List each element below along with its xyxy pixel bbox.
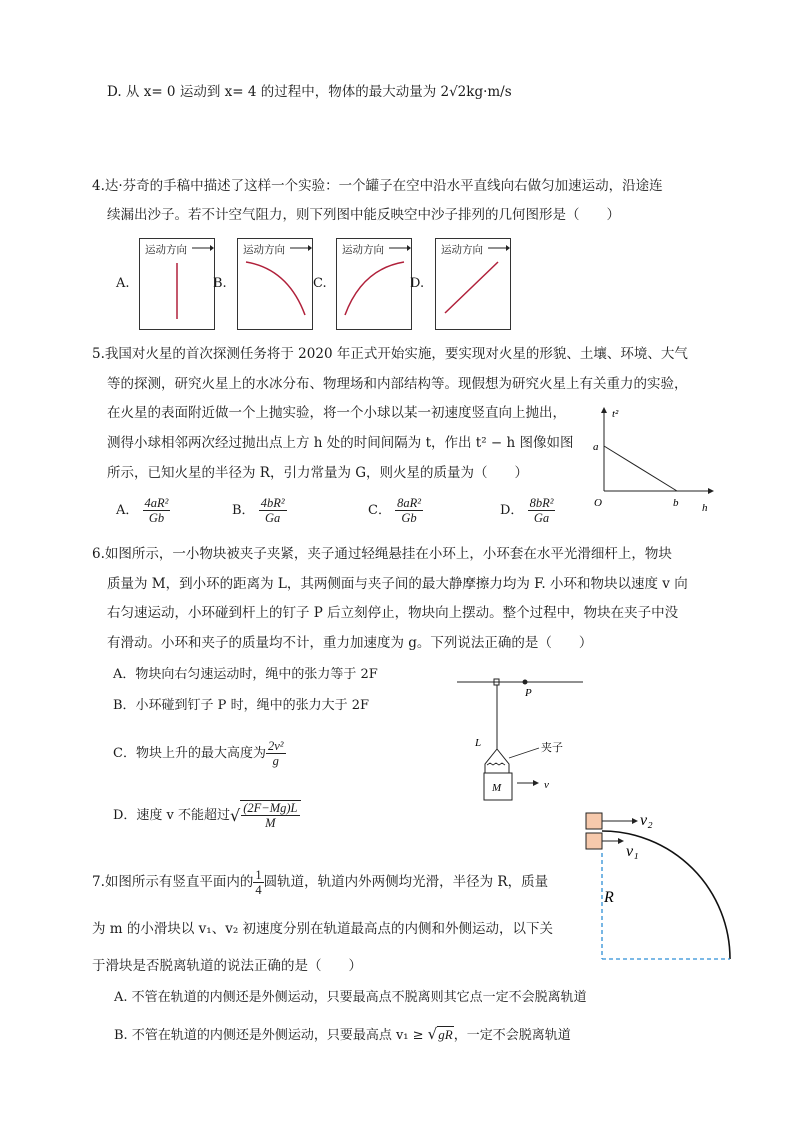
q4-figure-b — [237, 238, 313, 330]
q5-origin-label: O — [594, 497, 602, 509]
q5-graph — [588, 405, 718, 517]
q6-option-b: B．小环碰到钉子 P 时，绳中的张力大于 2F — [113, 698, 369, 713]
q5-line2: 等的探测，研究火星上的水冰分布、物理场和内部结构等。现假想为研究火星上有关重力的实验， — [107, 376, 688, 392]
q7-option-b: B. 不管在轨道的内侧还是外侧运动，只要最高点 v₁ ≥ √gR，一定不会脱离轨道 — [114, 1025, 571, 1043]
q5-option-c-num: 8aR² — [397, 496, 421, 510]
q5-option-c-den: Gb — [401, 511, 417, 525]
q4-figure-d-svg — [436, 239, 510, 329]
q5-graph-line — [604, 446, 677, 491]
q5-option-d-num: 8bR² — [529, 496, 554, 510]
q5-b-label: b — [673, 497, 679, 509]
q5-option-d-den: Ga — [533, 511, 550, 525]
q6-option-c — [113, 739, 286, 768]
q4-option-a-label: A. — [116, 276, 130, 291]
q5-option-b — [232, 496, 287, 525]
q4-figure-c-label: 运动方向 — [342, 244, 384, 256]
q7-block-outer — [586, 813, 602, 829]
q4-figure-c — [336, 238, 412, 330]
q6-line2: 质量为 M，到小环的距离为 L，其两侧面与夹子间的最大静摩擦力均为 F. 小环和物块以速度 v 向 — [107, 576, 688, 592]
q5-option-d-label: D． — [500, 503, 524, 518]
q6-line3: 右匀速运动，小环碰到杆上的钉子 P 后立刻停止，物块向上摆动。整个过程中，物块在夹子中没 — [107, 605, 679, 621]
q6-p-label: P — [525, 687, 532, 699]
q6-clip-label: 夹子 — [541, 742, 563, 754]
q5-line5: 所示，已知火星的半径为 R，引力常量为 G，则火星的质量为（ ） — [107, 465, 529, 481]
q5-x-label: h — [702, 502, 708, 514]
q7-line3: 于滑块是否脱离轨道的说法正确的是（ ） — [92, 958, 362, 974]
q4-figure-a-label: 运动方向 — [145, 244, 187, 256]
q4-figure-d — [435, 238, 511, 330]
q7-option-a: A. 不管在轨道的内侧还是外侧运动，只要最高点不脱离则其它点一定不会脱离轨道 — [114, 990, 587, 1005]
q6-option-a: A．物块向右匀速运动时，绳中的张力等于 2F — [113, 667, 378, 682]
q5-option-a-den: Gb — [148, 511, 165, 525]
q7-line2: 为 m 的小滑块以 v₁、v₂ 初速度分别在轨道最高点的内侧和外侧运动，以下关 — [92, 921, 554, 937]
q6-option-d: D．速度 v 不能超过√ $\frac{(2F-Mg)L}{M}$ — [113, 800, 301, 830]
q3-option-d: D. 从 x= 0 运动到 x= 4 的过程中，物体的最大动量为 2√2kg·m/s — [107, 84, 512, 100]
q5-option-b-label: B． — [232, 503, 255, 518]
q5-option-b-num: 4bR² — [260, 496, 285, 510]
q4-d-curve — [445, 262, 498, 313]
q6-clip — [485, 749, 509, 773]
q7-track — [602, 831, 730, 959]
q5-option-c — [368, 496, 423, 525]
q7-option-b-sqrt: gR — [438, 1027, 453, 1042]
q5-option-b-den: Ga — [265, 511, 281, 525]
q7-v2-label: v₂ — [640, 812, 653, 829]
q4-c-curve — [345, 262, 404, 315]
q5-line3: 在火星的表面附近做一个上抛实验，将一个小球以某一初速度竖直向上抛出， — [107, 405, 566, 421]
q5-option-c-label: C． — [368, 503, 391, 518]
q7-option-b-suffix: ，一定不会脱离轨道 — [453, 1028, 571, 1043]
q5-option-a — [116, 496, 170, 525]
q6-line1: 6.如图所示，一小物块被夹子夹紧，夹子通过轻绳悬挂在小环上，小环套在水平光滑细杆上，物块 — [92, 546, 672, 562]
q7-option-b-prefix: B. 不管在轨道的内侧还是外侧运动，只要最高点 v₁ ≥ — [114, 1028, 428, 1043]
q6-option-d-den: M — [265, 816, 276, 830]
q4-figure-a — [139, 238, 215, 330]
q4-option-b-label: B. — [213, 276, 227, 291]
q4-figure-a-svg — [140, 239, 214, 329]
q4-option-c-label: C. — [313, 276, 327, 291]
q5-line1: 5.我国对火星的首次探测任务将于 2020 年正式开始实施，要实现对火星的形貌、土壤、环境、大气 — [92, 346, 688, 362]
q6-m-label: M — [492, 782, 502, 794]
q4-figure-d-label: 运动方向 — [441, 244, 483, 256]
q6-line4: 有滑动。小环和夹子的质量均不计，重力加速度为 g。下列说法正确的是（ ） — [107, 635, 593, 651]
q7-block-inner — [586, 833, 602, 849]
q4-figure-b-label: 运动方向 — [243, 244, 285, 256]
q7-frac-den: 4 — [255, 883, 262, 897]
q5-option-d — [500, 496, 555, 525]
q6-option-c-den: g — [272, 754, 279, 768]
q7-frac-num: 1 — [255, 868, 262, 882]
q5-y-label: t² — [612, 408, 619, 420]
q7-r-label: R — [604, 889, 614, 906]
q6-nail — [523, 680, 528, 685]
q5-a-label: a — [593, 441, 599, 453]
q7-line1-pre: 7.如图所示有竖直平面内的 — [92, 874, 254, 890]
q4-b-curve — [246, 262, 305, 315]
q6-clip-spring — [487, 763, 505, 765]
q4-line2: 续漏出沙子。若不计空气阻力，则下列图中能反映空中沙子排列的几何图形是（ ） — [107, 207, 620, 223]
q7-line1 — [92, 868, 548, 897]
q7-v1-label: v₁ — [626, 843, 639, 860]
q5-line4: 测得小球相邻两次经过抛出点上方 h 处的时间间隔为 t，作出 t² − h 图像如图 — [107, 435, 574, 451]
q6-l-label: L — [475, 737, 482, 749]
q4-option-d-label: D. — [410, 276, 425, 291]
q6-v-label: v — [544, 779, 549, 791]
q6-option-c-num: 2v² — [267, 739, 284, 753]
q5-option-a-num: 4aR² — [144, 496, 169, 510]
q6-option-d-num: (2F−Mg)L — [243, 801, 298, 815]
q4-figure-b-svg — [238, 239, 312, 329]
q5-option-a-label: A． — [116, 503, 139, 518]
q6-figure — [455, 672, 595, 807]
q6-clip-pointer — [509, 748, 539, 758]
q6-option-d-prefix: D．速度 v 不能超过 — [113, 808, 231, 823]
q4-line1: 4.达·芬奇的手稿中描述了这样一个实验：一个罐子在空中沿水平直线向右做匀加速运动，沿途连 — [92, 178, 663, 194]
q7-line1-post: 圆轨道，轨道内外两侧均光滑，半径为 R，质量 — [263, 874, 549, 890]
q6-option-c-prefix: C．物块上升的最大高度为 — [113, 746, 266, 761]
q4-figure-c-svg — [337, 239, 411, 329]
q7-figure — [580, 808, 738, 974]
